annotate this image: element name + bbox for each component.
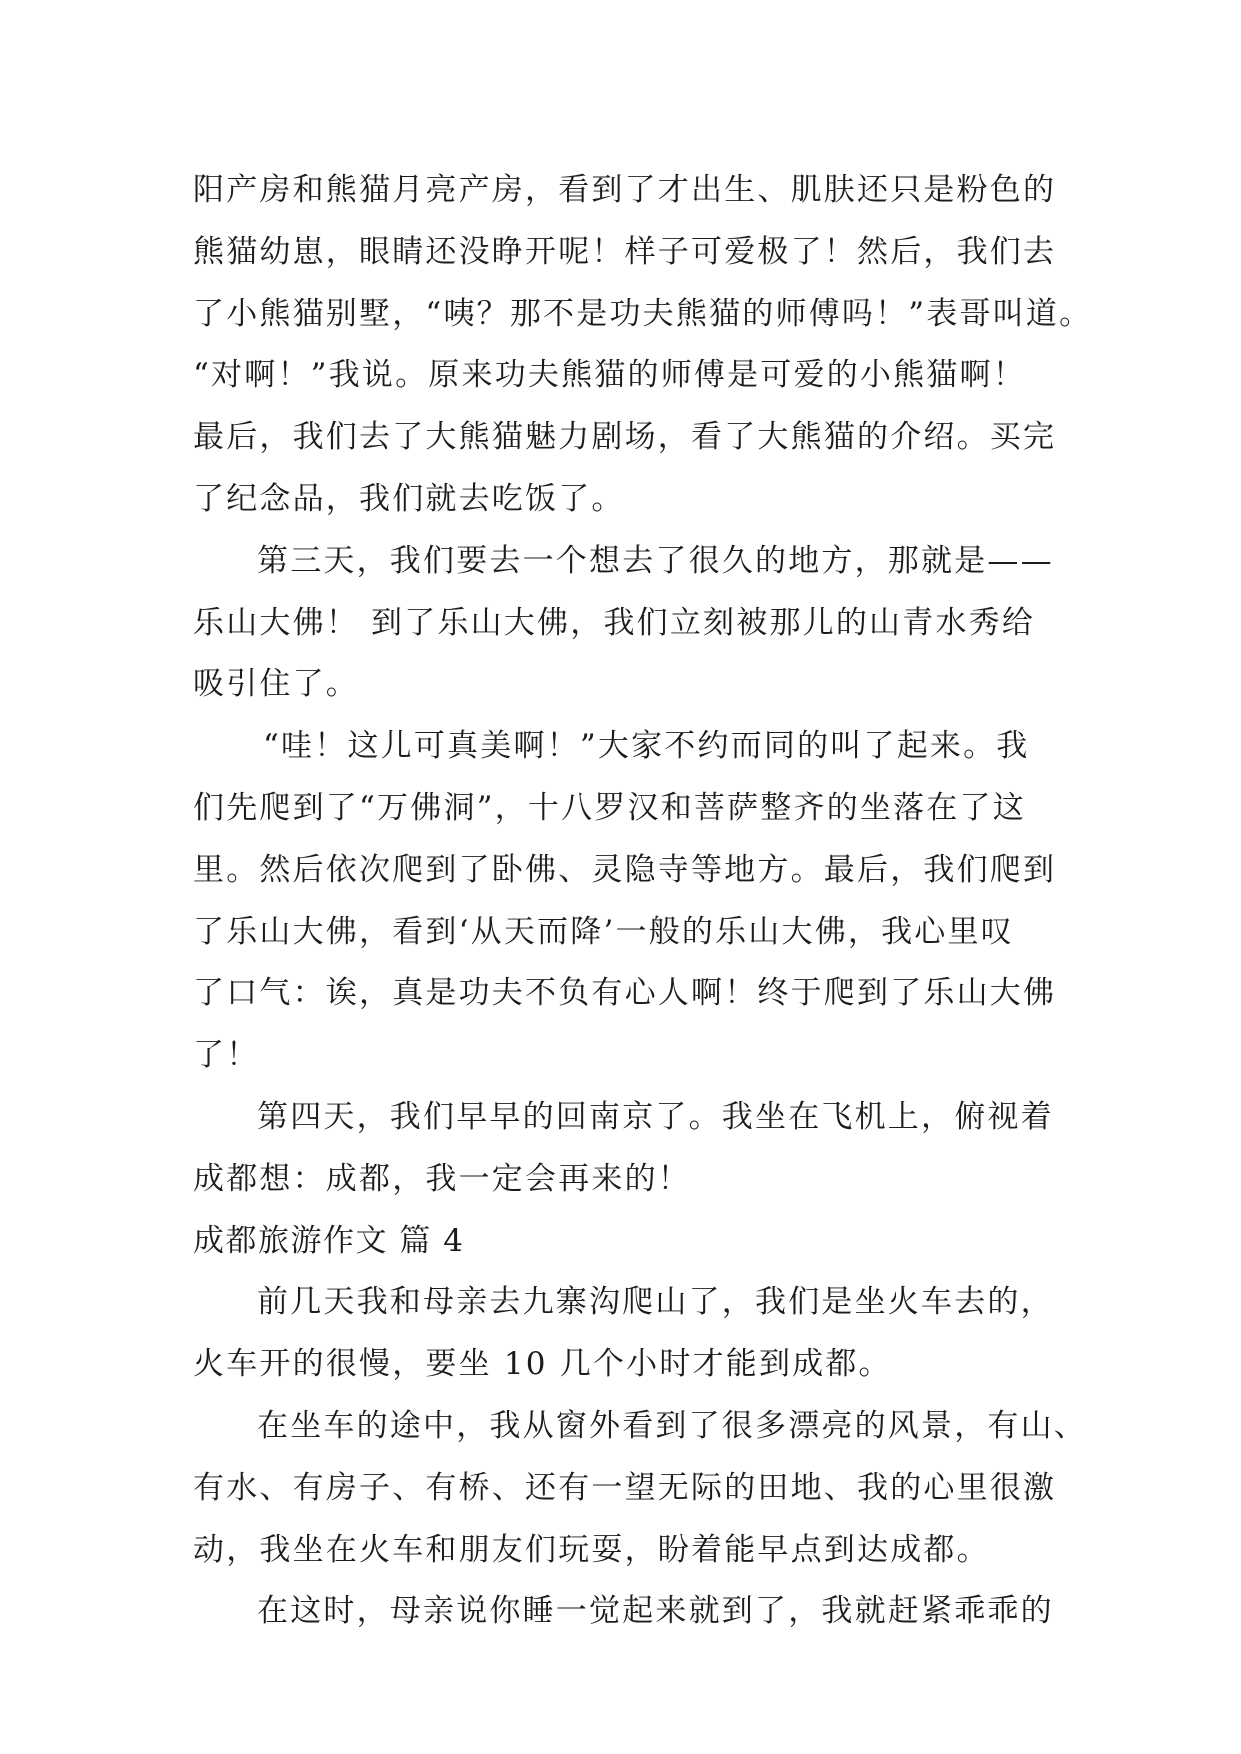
text-line: 有水、有房子、有桥、还有一望无际的田地、我的心里很激 (193, 1469, 1057, 1506)
text-line: 成都想：成都，我一定会再来的！ (193, 1160, 691, 1197)
essay-body (193, 160, 1093, 1643)
section-heading: 成都旅游作文 篇 4 (193, 1222, 465, 1259)
text-line: 了纪念品，我们就去吃饭了。 (193, 480, 625, 517)
paragraph-start-line: 第四天，我们早早的回南京了。我坐在飞机上，俯视着 (257, 1098, 1054, 1135)
text-line: 最后，我们去了大熊猫魅力剧场，看了大熊猫的介绍。买完 (193, 419, 1057, 456)
text-line: 了！ (193, 1037, 260, 1074)
paragraph-start-line: “哇！这儿可真美啊！”大家不约而同的叫了起来。我 (263, 728, 1030, 765)
text-line: 里。然后依次爬到了卧佛、灵隐寺等地方。最后，我们爬到 (193, 851, 1057, 888)
paragraph-start-line: 前几天我和母亲去九寨沟爬山了，我们是坐火车去的， (257, 1284, 1054, 1321)
text-line: 动，我坐在火车和朋友们玩耍，盼着能早点到达成都。 (193, 1531, 990, 1568)
paragraph-start-line: 在坐车的途中，我从窗外看到了很多漂亮的风景，有山、 (257, 1407, 1087, 1444)
text-line: 吸引住了。 (193, 666, 359, 703)
text-line: 火车开的很慢，要坐 10 几个小时才能到成都。 (193, 1346, 892, 1383)
text-line: 们先爬到了“万佛洞”，十八罗汉和菩萨整齐的坐落在了这 (193, 789, 1026, 826)
paragraph-start-line: 第三天，我们要去一个想去了很久的地方，那就是—— (257, 542, 1054, 579)
text-line: 熊猫幼崽，眼睛还没睁开呢！样子可爱极了！然后，我们去 (193, 233, 1057, 270)
text-line: 乐山大佛！ 到了乐山大佛，我们立刻被那儿的山青水秀给 (193, 604, 1036, 641)
text-line: 了口气：诶，真是功夫不负有心人啊！终于爬到了乐山大佛 (193, 975, 1057, 1012)
paragraph-start-line: 在这时，母亲说你睡一觉起来就到了，我就赶紧乖乖的 (257, 1593, 1054, 1630)
text-line: 阳产房和熊猫月亮产房，看到了才出生、肌肤还只是粉色的 (193, 172, 1057, 208)
text-line: “对啊！”我说。原来功夫熊猫的师傅是可爱的小熊猫啊！ (193, 357, 1026, 394)
text-line: 了小熊猫别墅，“咦？那不是功夫熊猫的师傅吗！”表哥叫道。 (193, 295, 1093, 332)
text-line: 了乐山大佛，看到‘从天而降’一般的乐山大佛，我心里叹 (193, 913, 1014, 950)
